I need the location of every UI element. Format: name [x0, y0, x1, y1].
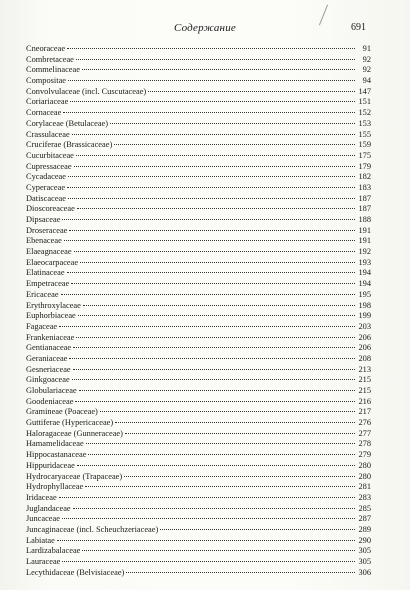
toc-entry-name: Juncaceae	[26, 514, 60, 524]
toc-entry-name: Haloragaceae (Gunneraceae)	[26, 428, 123, 438]
dot-leader	[80, 261, 355, 263]
toc-entry-page: 193	[358, 257, 371, 267]
toc-entry-page: 191	[358, 236, 371, 246]
toc-entry	[26, 557, 371, 568]
toc-entry	[26, 493, 371, 504]
toc-entry-name: Frankeniaceae	[26, 332, 75, 342]
toc-entry	[26, 418, 371, 429]
toc-entry	[26, 268, 371, 279]
toc-entry-name: Globulariaceae	[26, 386, 77, 395]
dot-leader	[148, 90, 355, 92]
toc-entry-page: 276	[358, 418, 371, 428]
toc-entry-page: 194	[358, 268, 371, 278]
dot-leader	[77, 464, 355, 466]
toc-entry	[26, 536, 371, 547]
toc-entry-name: Labiatae	[26, 535, 55, 545]
toc-entry-page: 187	[358, 193, 371, 203]
dot-leader	[67, 47, 355, 49]
toc-entry-page: 285	[358, 503, 371, 513]
dot-leader	[74, 250, 355, 252]
toc-entry	[26, 172, 371, 183]
toc-entry-name: Geraniaceae	[26, 353, 68, 363]
toc-entry	[26, 236, 371, 247]
toc-entry	[26, 215, 371, 226]
toc-entry	[26, 333, 371, 344]
toc-entry-name: Gramineae (Poaceae)	[26, 407, 98, 417]
toc-entry-name: Compositae	[26, 76, 67, 86]
toc-entry-page: 194	[358, 279, 371, 289]
toc-entry-page: 206	[358, 343, 371, 353]
toc-entry-name: Droseraceae	[26, 225, 68, 235]
toc-entry	[26, 97, 371, 108]
toc-entry-name: Crassulaceae	[26, 129, 70, 139]
toc-entry-page: 152	[358, 108, 371, 118]
dot-leader	[69, 357, 355, 359]
toc-entry-name: Convolvulaceae (incl. Cuscutaceae)	[26, 86, 147, 96]
toc-entry-page: 289	[358, 524, 371, 534]
toc-entry	[26, 450, 371, 461]
toc-entry-page: 175	[358, 150, 371, 160]
dot-leader	[125, 432, 355, 434]
toc-entry-name: Hippocastanaceae	[26, 450, 87, 460]
toc-entry	[26, 140, 371, 151]
toc-entry-name: Combretaceae	[26, 54, 74, 64]
dot-leader	[57, 539, 355, 541]
dot-leader	[72, 133, 355, 135]
toc-entry-page: 159	[358, 140, 371, 150]
toc-entry-page: 305	[358, 546, 371, 556]
toc-entry-page: 153	[358, 118, 371, 128]
toc-entry	[26, 204, 371, 215]
toc-entry-name: Erythroxylaceae	[26, 300, 81, 310]
dot-leader	[124, 475, 355, 477]
page-header	[0, 22, 410, 38]
toc-entry-page: 203	[358, 321, 371, 331]
toc-entry-name: Cycadaceae	[26, 172, 66, 182]
page-number: 691	[351, 22, 366, 33]
toc-entry	[26, 162, 371, 173]
toc-entry-page: 283	[358, 492, 371, 502]
toc-entry-page: 187	[358, 204, 371, 214]
toc-entry-page: 91	[362, 44, 371, 53]
dot-leader	[71, 282, 355, 284]
toc-entry	[26, 226, 371, 237]
toc-entry-name: Elaeagnaceae	[26, 247, 72, 257]
dot-leader	[62, 517, 355, 519]
toc-entry-name: Cornaceae	[26, 108, 62, 118]
toc-entry-name: Dioscoreaceae	[26, 204, 75, 214]
toc-entry-page: 198	[358, 300, 371, 310]
toc-entry	[26, 119, 371, 130]
dot-leader	[115, 421, 355, 423]
dot-leader	[63, 111, 355, 113]
toc-entry-page: 290	[358, 535, 371, 545]
dot-leader	[76, 154, 355, 156]
toc-entry-page: 94	[362, 76, 371, 86]
dot-leader	[82, 68, 355, 70]
toc-entry-name: Ginkgoaceae	[26, 375, 70, 385]
dot-leader	[76, 336, 355, 338]
toc-entry	[26, 482, 371, 493]
dot-leader	[73, 507, 355, 509]
toc-entry-page: 217	[358, 407, 371, 417]
toc-entry-name: Cupressaceae	[26, 161, 72, 171]
toc-entry-name: Guttiferae (Hypericaceae)	[26, 418, 114, 428]
toc-entry	[26, 461, 371, 472]
toc-entry	[26, 568, 371, 579]
toc-entry-name: Lauraceae	[26, 557, 61, 566]
toc-entry-page: 155	[358, 129, 371, 139]
dot-leader	[59, 325, 355, 327]
toc-entry-page: 277	[358, 428, 371, 438]
table-of-contents	[26, 44, 371, 578]
toc-entry-page: 213	[358, 364, 371, 374]
toc-entry-name: Hydrocaryaceae (Trapaceae)	[26, 471, 123, 481]
toc-entry-page: 199	[358, 311, 371, 321]
toc-entry-page: 215	[358, 375, 371, 385]
toc-entry	[26, 279, 371, 290]
toc-entry-page: 305	[358, 557, 371, 566]
toc-entry	[26, 407, 371, 418]
toc-entry	[26, 44, 371, 55]
toc-entry	[26, 354, 371, 365]
toc-entry	[26, 301, 371, 312]
dot-leader	[114, 143, 355, 145]
toc-entry	[26, 322, 371, 333]
toc-entry	[26, 429, 371, 440]
toc-entry-name: Coriariaceae	[26, 97, 69, 107]
dot-leader	[77, 207, 355, 209]
page-title: Содержание	[173, 22, 236, 34]
toc-entry-name: Empetraceae	[26, 279, 70, 289]
toc-entry	[26, 472, 371, 483]
toc-entry	[26, 258, 371, 269]
toc-entry	[26, 343, 371, 354]
toc-entry-page: 280	[358, 460, 371, 470]
toc-entry-page: 147	[358, 86, 371, 96]
toc-entry-page: 216	[358, 396, 371, 406]
toc-entry-page: 280	[358, 471, 371, 481]
toc-entry-page: 179	[358, 161, 371, 171]
toc-entry-page: 208	[358, 353, 371, 363]
toc-entry	[26, 375, 371, 386]
dot-leader	[86, 442, 355, 444]
toc-entry-name: Juncaginaceae (incl. Scheuchzeriaceae)	[26, 524, 159, 534]
dot-leader	[67, 186, 355, 188]
toc-entry-name: Juglandaceae	[26, 503, 71, 513]
toc-entry	[26, 65, 371, 76]
dot-leader	[69, 229, 355, 231]
toc-entry-name: Euphorbiaceae	[26, 311, 76, 321]
toc-entry-page: 151	[358, 97, 371, 107]
dot-leader	[75, 400, 355, 402]
dot-leader	[85, 485, 355, 487]
toc-entry	[26, 87, 371, 98]
toc-entry-name: Lardizabalaceae	[26, 546, 81, 556]
dot-leader	[68, 175, 355, 177]
toc-entry-page: 191	[358, 225, 371, 235]
toc-entry	[26, 439, 371, 450]
toc-entry-name: Hippuridaceae	[26, 460, 75, 470]
toc-entry-page: 92	[362, 54, 371, 64]
toc-entry-page: 188	[358, 215, 371, 224]
dot-leader	[79, 389, 355, 391]
dot-leader	[110, 122, 355, 124]
toc-entry-page: 182	[358, 172, 371, 182]
toc-entry	[26, 290, 371, 301]
toc-entry-page: 195	[358, 289, 371, 299]
toc-entry-name: Commelinaceae	[26, 65, 80, 75]
toc-entry-page: 183	[358, 182, 371, 192]
toc-entry-name: Ericaceae	[26, 289, 59, 299]
dot-leader	[68, 79, 355, 81]
toc-entry-name: Datiscaceae	[26, 193, 66, 203]
toc-entry-name: Iridaceae	[26, 492, 57, 502]
toc-entry-name: Lecythidaceae (Belvisiaceae)	[26, 567, 125, 577]
toc-entry-name: Elatinaceae	[26, 268, 65, 278]
toc-entry-name: Gentianaceae	[26, 343, 72, 353]
toc-entry-page: 278	[358, 439, 371, 449]
dot-leader	[83, 304, 355, 306]
toc-entry-page: 192	[358, 247, 371, 257]
toc-entry-name: Cucurbitaceae	[26, 150, 74, 160]
dot-leader	[78, 314, 355, 316]
dot-leader	[72, 378, 355, 380]
dot-leader	[62, 218, 355, 220]
toc-entry-page: 206	[358, 332, 371, 342]
toc-entry	[26, 55, 371, 66]
toc-entry	[26, 76, 371, 87]
toc-entry	[26, 514, 371, 525]
dot-leader	[126, 571, 355, 573]
dot-leader	[61, 293, 355, 295]
toc-entry	[26, 365, 371, 376]
dot-leader	[76, 58, 355, 60]
toc-entry-page: 215	[358, 386, 371, 395]
toc-entry-name: Hydrophyllaceae	[26, 482, 84, 492]
toc-entry-name: Hamamelidaceae	[26, 439, 84, 449]
dot-leader	[62, 560, 355, 562]
toc-entry	[26, 546, 371, 557]
toc-entry-name: Cyperaceae	[26, 182, 66, 192]
toc-entry	[26, 311, 371, 322]
toc-entry-name: Corylaceae (Betulaceae)	[26, 118, 109, 128]
toc-entry-name: Elaeocarpaceae	[26, 257, 79, 267]
dot-leader	[73, 368, 355, 370]
dot-leader	[100, 410, 355, 412]
dot-leader	[64, 239, 355, 241]
dot-leader	[82, 549, 355, 551]
toc-entry	[26, 397, 371, 408]
dot-leader	[59, 496, 355, 498]
toc-entry-name: Ebenaceae	[26, 236, 62, 246]
toc-entry-page: 306	[358, 567, 371, 577]
toc-entry	[26, 386, 371, 397]
toc-entry-page: 281	[358, 482, 371, 492]
toc-entry-name: Fagaceae	[26, 321, 58, 331]
toc-entry	[26, 247, 371, 258]
toc-entry	[26, 130, 371, 141]
toc-entry	[26, 504, 371, 515]
toc-entry-name: Goodeniaceae	[26, 396, 74, 406]
dot-leader	[74, 165, 355, 167]
toc-entry	[26, 108, 371, 119]
toc-entry-page: 287	[358, 514, 371, 524]
toc-entry	[26, 183, 371, 194]
toc-entry-name: Cneoraceae	[26, 44, 66, 53]
toc-entry	[26, 151, 371, 162]
toc-entry-page: 279	[358, 450, 371, 460]
dot-leader	[70, 100, 355, 102]
toc-entry	[26, 194, 371, 205]
dot-leader	[160, 528, 355, 530]
dot-leader	[67, 271, 355, 273]
toc-entry	[26, 525, 371, 536]
toc-entry-name: Gesneriaceae	[26, 364, 71, 374]
toc-entry-name: Dipsaceae	[26, 215, 61, 224]
dot-leader	[68, 197, 355, 199]
toc-entry-name: Cruciferae (Brassicaceae)	[26, 140, 113, 150]
dot-leader	[88, 453, 355, 455]
toc-entry-page: 92	[362, 65, 371, 75]
dot-leader	[73, 346, 355, 348]
